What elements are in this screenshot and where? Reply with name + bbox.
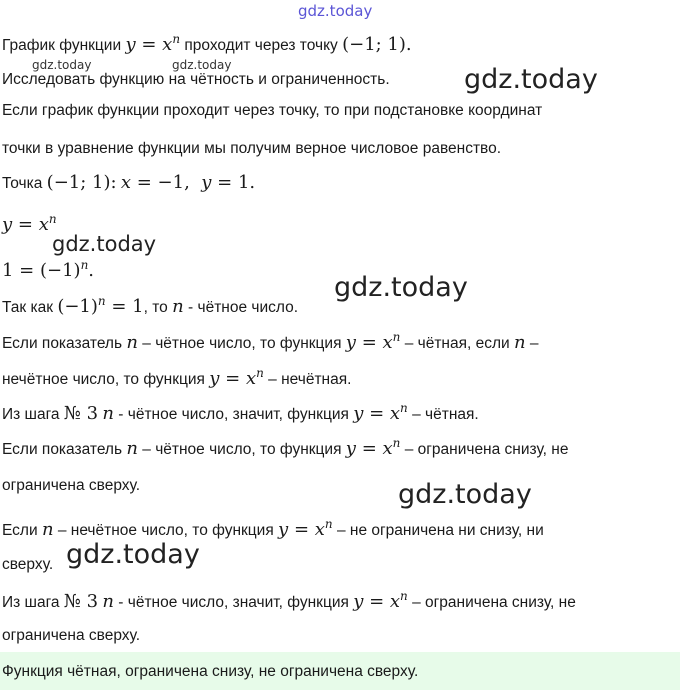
text-line: ограничена сверху. <box>2 477 141 494</box>
watermark: gdz.today <box>66 539 200 570</box>
text-line: нечётное число, то функция $y = x^n$ – нечётная. <box>2 366 352 389</box>
watermark-tiny: gdz.today <box>32 58 92 72</box>
text-line: Если показатель n – чётное число, то функция $y = x^n$ – чётная, если n – <box>2 330 539 353</box>
watermark: gdz.today <box>464 64 598 95</box>
text-line: Из шага № 3 n - чётное число, значит, функция $y = x^n$ – чётная. <box>2 401 479 424</box>
answer-text: Функция чётная, ограничена снизу, не ограничена сверху. <box>2 663 419 680</box>
text-line: ограничена сверху. <box>2 627 141 644</box>
text-line: Если n – нечётное число, то функция $y = x^n$ – не ограничена ни снизу, ни <box>2 517 544 540</box>
watermark: gdz.today <box>398 479 532 510</box>
text-line: Так как $(-1)^n = 1$, то n - чётное число. <box>2 294 299 317</box>
text-line: сверху. <box>2 556 54 573</box>
watermark-top: gdz.today <box>298 2 373 20</box>
text-line: Если показатель n – чётное число, то функция $y = x^n$ – ограничена снизу, не <box>2 436 569 459</box>
answer-box <box>0 652 680 690</box>
point-line: Точка (−1; 1): x = −1, y = 1. <box>2 172 256 193</box>
formula-line: $y = x^n$ <box>2 212 57 235</box>
formula-line: $1 = (-1)^n$. <box>2 258 95 281</box>
watermark: gdz.today <box>334 272 468 303</box>
text-line: Из шага № 3 n - чётное число, значит, функция $y = x^n$ – ограничена снизу, не <box>2 589 576 612</box>
watermark-tiny: gdz.today <box>172 58 232 72</box>
problem-statement: График функции $y = x^n$ проходит через точку (−1; 1). <box>2 32 412 55</box>
text-line: Если график функции проходит через точку, то при подстановке координат <box>2 102 543 119</box>
text-line: точки в уравнение функции мы получим верное числовое равенство. <box>2 140 502 157</box>
watermark: gdz.today <box>52 232 157 256</box>
task-statement: Исследовать функцию на чётность и ограниченность. <box>2 71 390 88</box>
